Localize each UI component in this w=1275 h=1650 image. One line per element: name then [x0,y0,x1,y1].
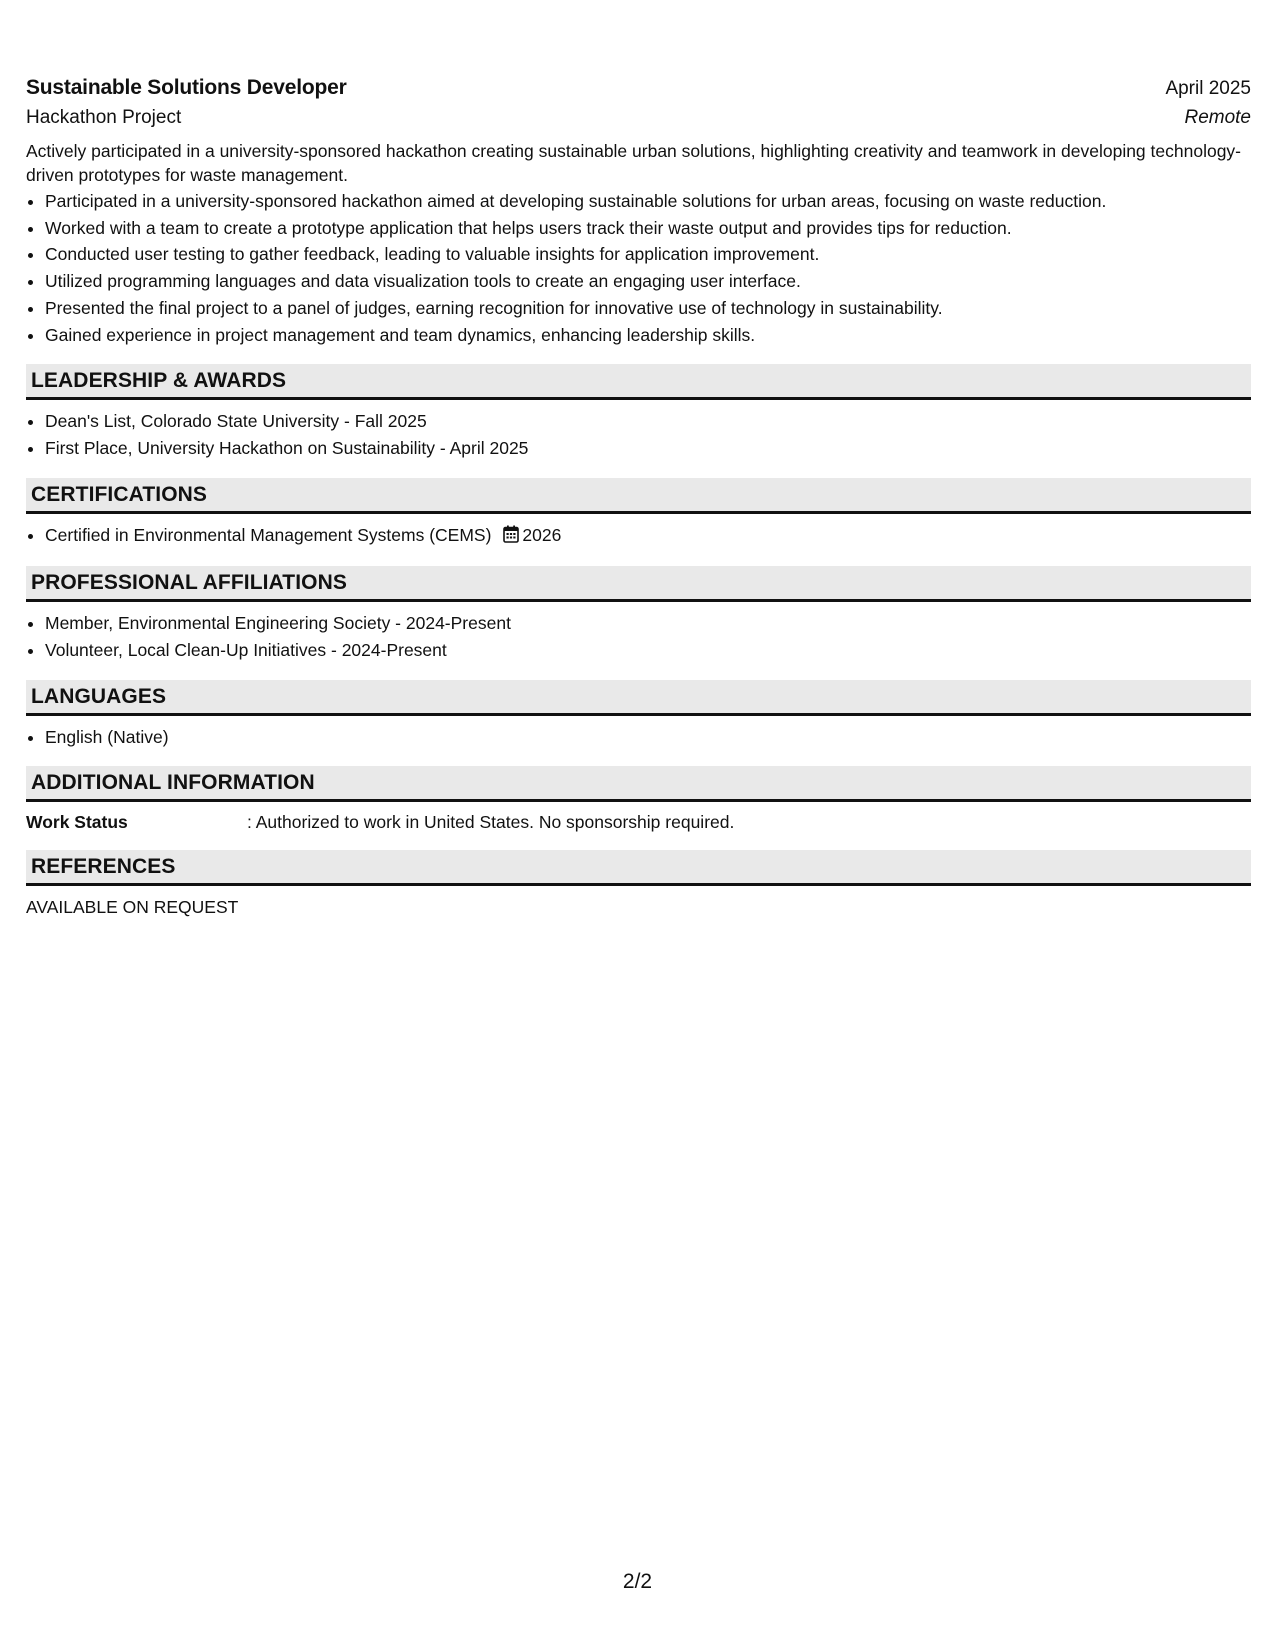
section-header-certifications [26,478,1251,514]
list-item: • Dean's List, Colorado State University - Fall 2025 [45,408,1251,435]
section-title: ADDITIONAL INFORMATION [31,771,315,795]
section-header-references [26,850,1251,886]
job-organization: Hackathon Project [26,107,182,128]
list-item: • Gained experience in project management and team dynamics, enhancing leadership skills. [45,322,1251,349]
section-header-languages [26,680,1251,716]
certification-year: 2026 [522,524,562,545]
section-title: CERTIFICATIONS [31,482,208,506]
info-label: Work Status [26,812,128,833]
list-item [45,522,1251,551]
list-item: • Participated in a university-sponsored hackathon aimed at developing sustainable solutions for urban areas, focusing on waste reduction. [45,188,1251,215]
job-summary: Actively participated in a university-sponsored hackathon creating sustainable urban solutions, highlighting creativity and teamwork in developing technology-driven prototypes for waste management. [26,141,1242,185]
list-item: • Conducted user testing to gather feedback, leading to valuable insights for application improvement. [45,241,1251,268]
job-title: Sustainable Solutions Developer [26,76,347,99]
affiliations-list [26,610,1251,663]
section-title: LANGUAGES [31,684,167,708]
list-item: • Member, Environmental Engineering Society - 2024-Present [45,610,1251,637]
list-item: • Worked with a team to create a prototype application that helps users track their waste output and provides tips for reduction. [45,215,1251,242]
job-location: Remote [1184,107,1251,128]
experience-entry [26,76,1251,348]
list-item: • First Place, University Hackathon on Sustainability - April 2025 [45,435,1251,462]
entry-subheader [26,107,1251,129]
entry-header [26,76,1251,100]
calendar-icon [503,524,519,551]
languages-list [26,724,1251,751]
page-number: 2/2 [622,1570,653,1593]
references-text: AVAILABLE ON REQUEST [26,897,239,918]
list-item: • Presented the final project to a panel of judges, earning recognition for innovative use of technology in sustainability. [45,295,1251,322]
certification-name: Certified in Environmental Management Systems (CEMS) [45,524,492,545]
info-value: : Authorized to work in United States. No sponsorship required. [247,812,735,833]
section-header-additional [26,766,1251,802]
job-bullets [26,188,1251,348]
section-header-affiliations [26,566,1251,602]
list-item: • Volunteer, Local Clean-Up Initiatives - 2024-Present [45,637,1251,664]
resume-page [26,76,1251,920]
section-title: LEADERSHIP & AWARDS [31,369,287,393]
section-title: PROFESSIONAL AFFILIATIONS [31,571,347,595]
info-row-work-status [26,810,1251,834]
list-item: • English (Native) [45,724,1251,751]
list-item: • Utilized programming languages and data visualization tools to create an engaging user interface. [45,268,1251,295]
job-date: April 2025 [1165,78,1251,99]
section-header-leadership [26,364,1251,400]
section-title: REFERENCES [31,855,176,879]
certifications-list [26,522,1251,551]
leadership-list [26,408,1251,461]
